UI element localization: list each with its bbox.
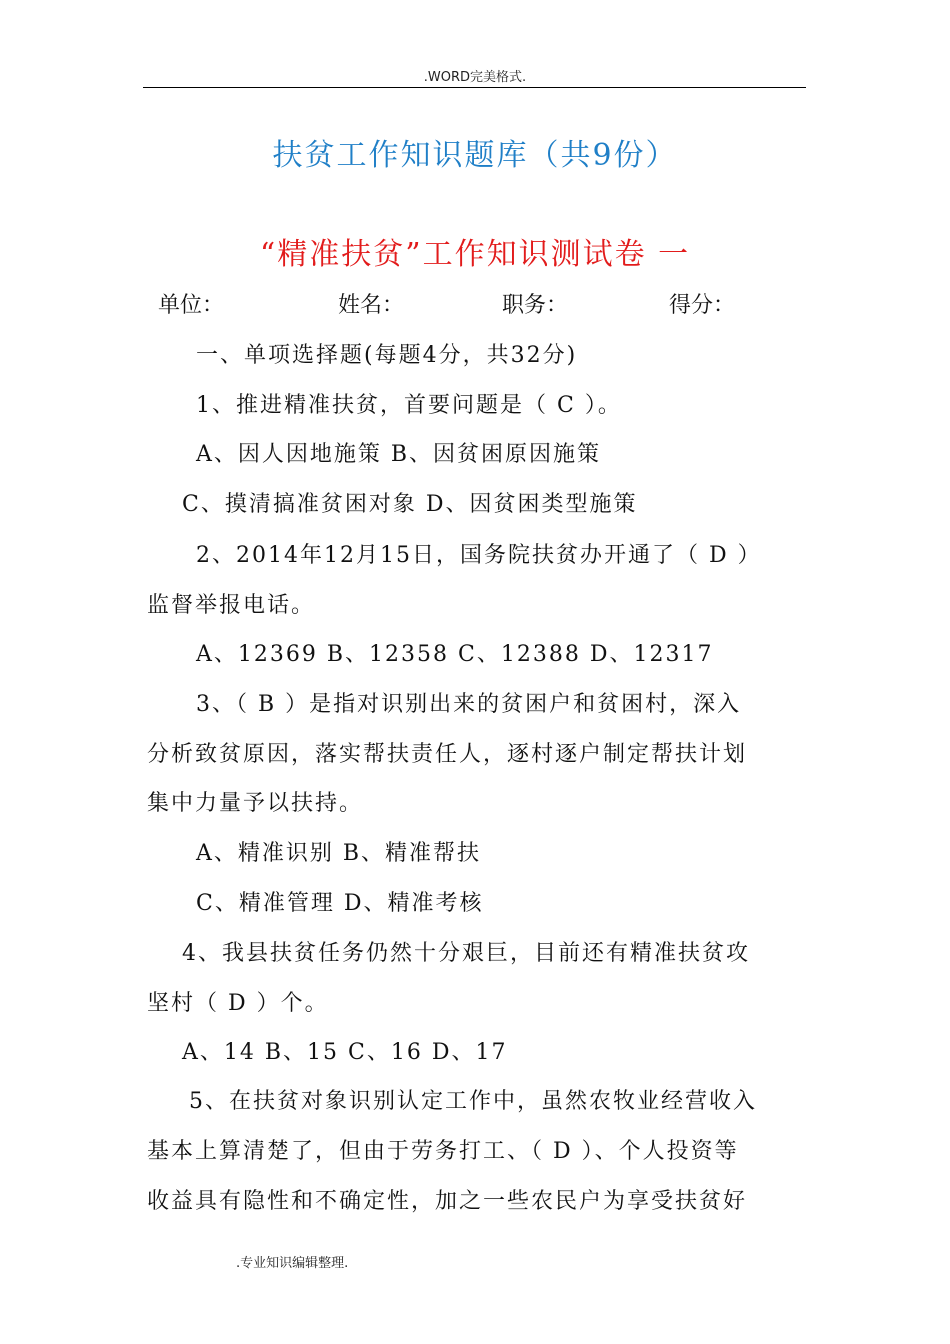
- question-line: 分析致贫原因，落实帮扶责任人，逐村逐户制定帮扶计划: [147, 742, 748, 767]
- section-heading: 一、单项选择题(每题4分，共32分): [196, 343, 578, 368]
- test-title: “精准扶贫”工作知识测试卷 一: [259, 237, 691, 272]
- question-line: 收益具有隐性和不确定性，加之一些农民户为享受扶贫好: [147, 1189, 748, 1214]
- position-field: 职务：: [502, 293, 569, 318]
- option-line: A、12369 B、12358 C、12388 D、12317: [196, 642, 714, 667]
- page-footer: .专业知识编辑整理.: [236, 1256, 349, 1271]
- question-line: 2、2014年12月15日，国务院扶贫办开通了（ D ）: [196, 543, 762, 568]
- question-line: 1、推进精准扶贫，首要问题是（ C ）。: [196, 393, 622, 418]
- question-line: 基本上算清楚了，但由于劳务打工、（ D ）、个人投资等: [147, 1139, 739, 1164]
- question-line: 3、（ B ）是指对识别出来的贫困户和贫困村，深入: [196, 692, 742, 717]
- document-title: 扶贫工作知识题库（共9份）: [272, 138, 678, 173]
- option-line: C、精准管理 D、精准考核: [196, 891, 484, 916]
- header-rule: [143, 87, 806, 88]
- name-field: 姓名：: [338, 293, 405, 318]
- score-field: 得分：: [669, 293, 736, 318]
- page-header: .WORD完美格式.: [423, 70, 527, 85]
- question-line: 监督举报电话。: [147, 593, 316, 618]
- info-fields: [0, 288, 950, 318]
- question-line: 4、我县扶贫任务仍然十分艰巨，目前还有精准扶贫攻: [182, 941, 750, 966]
- unit-field: 单位：: [158, 293, 225, 318]
- option-line: A、14 B、15 C、16 D、17: [182, 1040, 508, 1065]
- question-line: 坚村（ D ）个。: [147, 991, 329, 1016]
- question-line: 集中力量予以扶持。: [147, 791, 364, 816]
- option-line: A、因人因地施策 B、因贫困原因施策: [196, 442, 602, 467]
- option-line: C、摸清搞准贫困对象 D、因贫困类型施策: [182, 492, 638, 517]
- question-line: 5、在扶贫对象识别认定工作中，虽然农牧业经营收入: [189, 1089, 757, 1114]
- option-line: A、精准识别 B、精准帮扶: [196, 841, 482, 866]
